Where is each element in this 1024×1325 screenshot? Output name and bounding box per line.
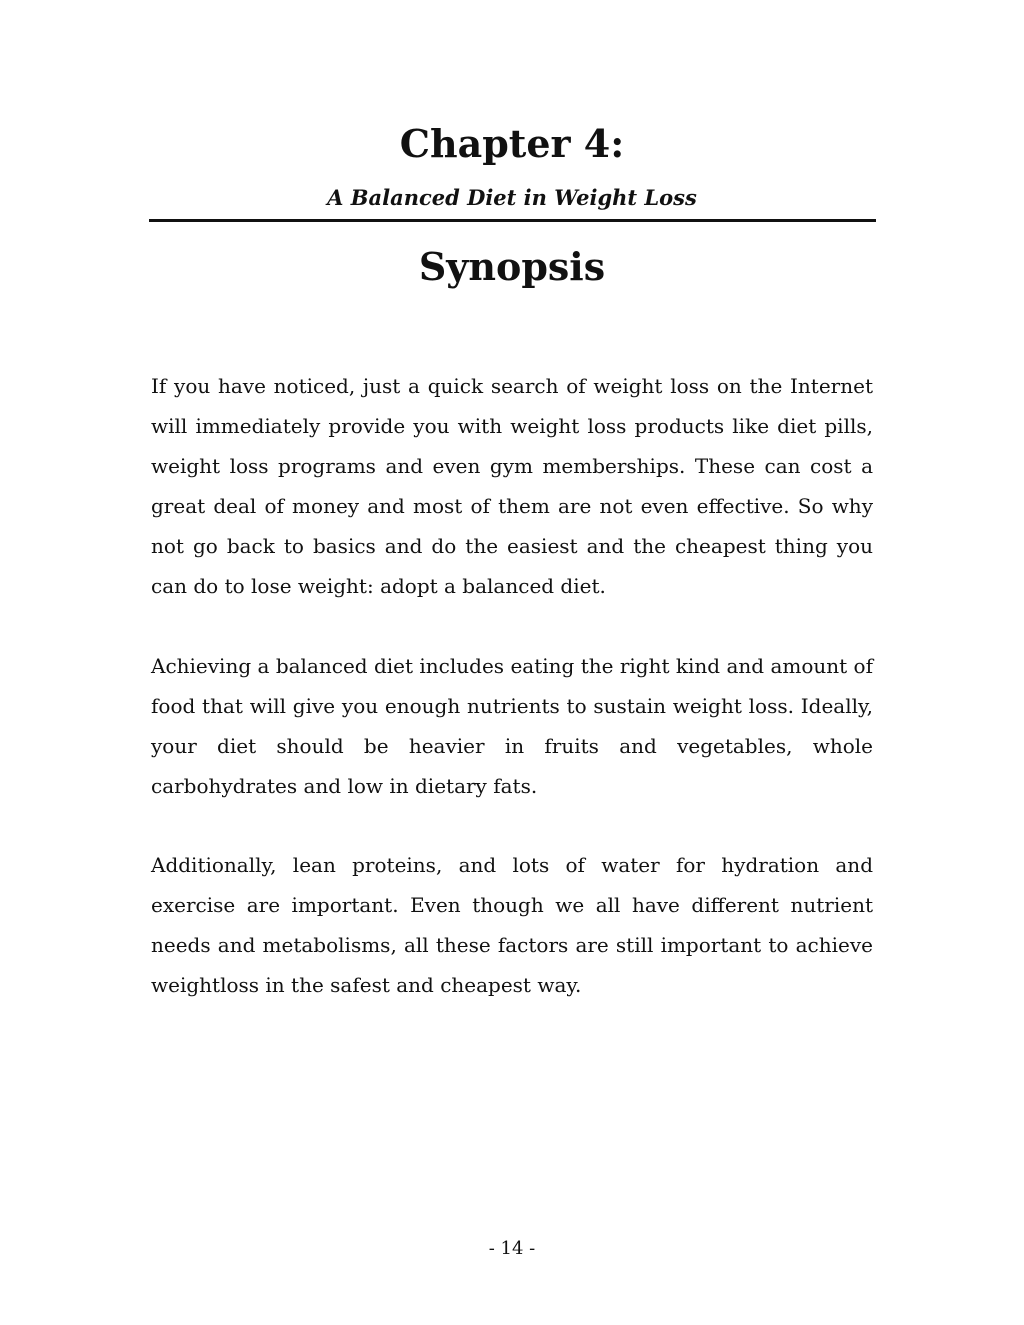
body-paragraph-1: If you have noticed, just a quick search of weight loss on the Internet will immediately provide you with weight loss products like diet pills, weight loss programs and even gym memberships. These can cost a great deal of money and most of them are not even effective. So why not go back to basics and do the easiest and the cheapest thing you can do to lose weight: adopt a balanced diet. xyxy=(151,374,873,598)
page-number: - 14 - xyxy=(488,1238,536,1259)
chapter-title: Chapter 4: xyxy=(399,121,625,166)
title-divider xyxy=(149,219,876,222)
chapter-subtitle: A Balanced Diet in Weight Loss xyxy=(327,185,697,210)
body-paragraph-3: Additionally, lean proteins, and lots of water for hydration and exercise are important. Even though we all have different nutrient needs and metabolisms, all these factors are still important to achieve weightloss in the safest and cheapest way. xyxy=(151,853,873,997)
body-paragraph-2: Achieving a balanced diet includes eating the right kind and amount of food that will give you enough nutrients to sustain weight loss. Ideally, your diet should be heavier in fruits and vegetables, whole carbohydrates and low in dietary fats. xyxy=(151,654,873,798)
section-title: Synopsis xyxy=(418,244,606,289)
